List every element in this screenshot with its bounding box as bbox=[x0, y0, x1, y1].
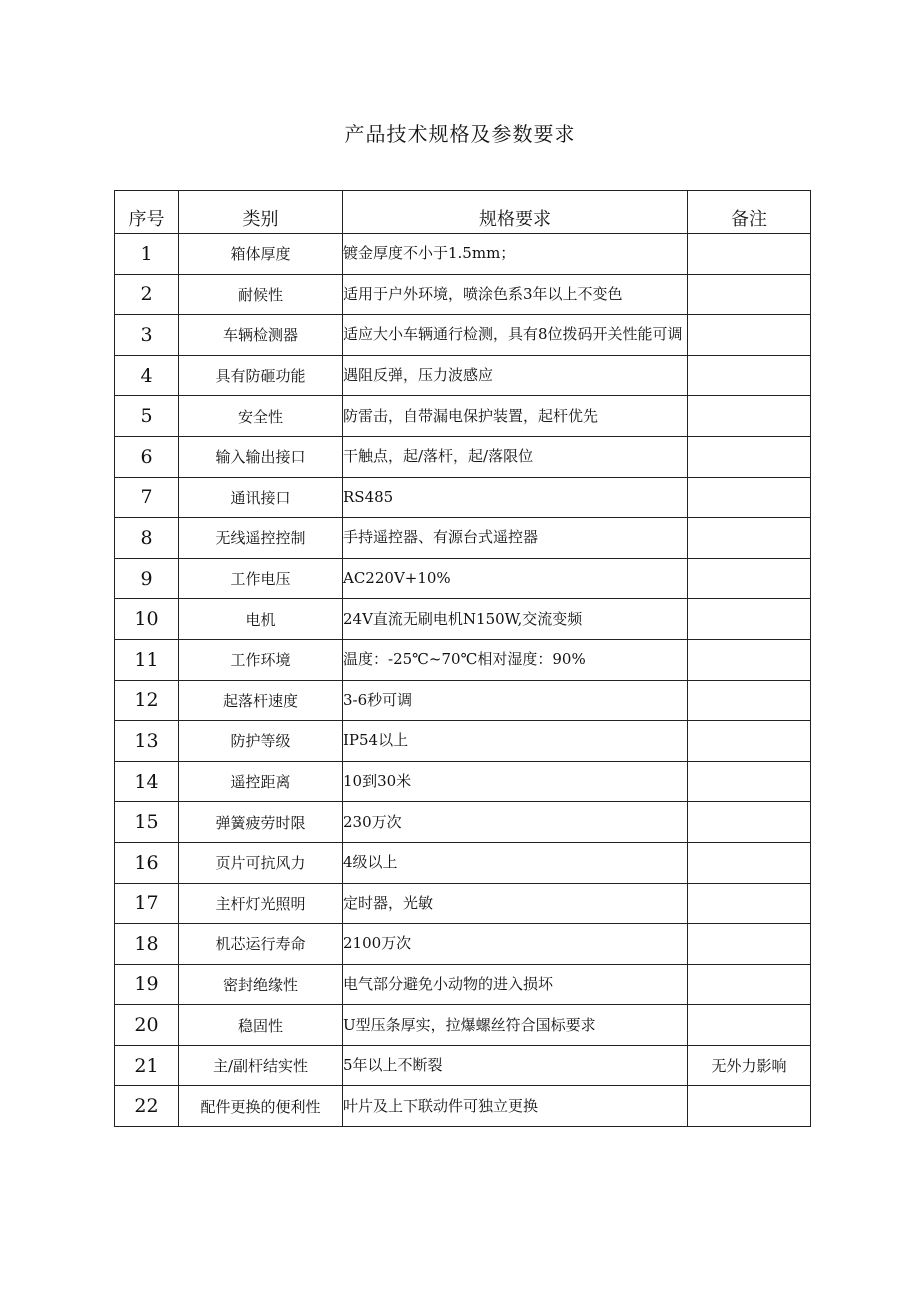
cell-requirement: 适应大小车辆通行检测，具有8位拨码开关性能可调 bbox=[343, 315, 688, 356]
cell-category: 具有防砸功能 bbox=[179, 355, 343, 396]
cell-requirement: 230万次 bbox=[343, 802, 688, 843]
cell-note bbox=[688, 518, 811, 559]
cell-no: 14 bbox=[115, 761, 179, 802]
cell-note bbox=[688, 721, 811, 762]
table-row bbox=[115, 883, 811, 924]
cell-note bbox=[688, 1086, 811, 1127]
cell-note bbox=[688, 639, 811, 680]
cell-no: 20 bbox=[115, 1005, 179, 1046]
cell-no: 6 bbox=[115, 436, 179, 477]
cell-no: 18 bbox=[115, 924, 179, 965]
cell-note bbox=[688, 355, 811, 396]
table-row bbox=[115, 639, 811, 680]
cell-category: 无线遥控控制 bbox=[179, 518, 343, 559]
table-row bbox=[115, 1045, 811, 1086]
cell-no: 15 bbox=[115, 802, 179, 843]
cell-no: 22 bbox=[115, 1086, 179, 1127]
cell-no: 9 bbox=[115, 558, 179, 599]
cell-category: 机芯运行寿命 bbox=[179, 924, 343, 965]
cell-note: 无外力影响 bbox=[688, 1045, 811, 1086]
cell-requirement: 2100万次 bbox=[343, 924, 688, 965]
cell-note bbox=[688, 964, 811, 1005]
table-row bbox=[115, 315, 811, 356]
table-row bbox=[115, 396, 811, 437]
table-row bbox=[115, 680, 811, 721]
cell-no: 19 bbox=[115, 964, 179, 1005]
cell-requirement: IP54以上 bbox=[343, 721, 688, 762]
cell-category: 弹簧疲劳时限 bbox=[179, 802, 343, 843]
cell-requirement: 叶片及上下联动件可独立更换 bbox=[343, 1086, 688, 1127]
cell-requirement: 遇阻反弹，压力波感应 bbox=[343, 355, 688, 396]
cell-category: 箱体厚度 bbox=[179, 234, 343, 275]
cell-no: 12 bbox=[115, 680, 179, 721]
cell-requirement: 镀金厚度不小于1.5mm； bbox=[343, 234, 688, 275]
cell-note bbox=[688, 883, 811, 924]
cell-note bbox=[688, 842, 811, 883]
cell-note bbox=[688, 396, 811, 437]
header-note: 备注 bbox=[688, 191, 811, 234]
table-row bbox=[115, 721, 811, 762]
table-row bbox=[115, 355, 811, 396]
cell-no: 13 bbox=[115, 721, 179, 762]
table-row bbox=[115, 477, 811, 518]
cell-category: 安全性 bbox=[179, 396, 343, 437]
cell-note bbox=[688, 315, 811, 356]
table-row bbox=[115, 802, 811, 843]
cell-no: 2 bbox=[115, 274, 179, 315]
cell-requirement: 10到30米 bbox=[343, 761, 688, 802]
cell-note bbox=[688, 274, 811, 315]
table-body bbox=[115, 234, 811, 1127]
cell-no: 3 bbox=[115, 315, 179, 356]
cell-requirement: U型压条厚实，拉爆螺丝符合国标要求 bbox=[343, 1005, 688, 1046]
cell-no: 17 bbox=[115, 883, 179, 924]
spec-table bbox=[114, 190, 811, 1127]
table-header-row bbox=[115, 191, 811, 234]
cell-requirement: 适用于户外环境，喷涂色系3年以上不变色 bbox=[343, 274, 688, 315]
cell-no: 8 bbox=[115, 518, 179, 559]
table-row bbox=[115, 761, 811, 802]
cell-requirement: 手持遥控器、有源台式遥控器 bbox=[343, 518, 688, 559]
cell-note bbox=[688, 1005, 811, 1046]
cell-no: 10 bbox=[115, 599, 179, 640]
cell-no: 7 bbox=[115, 477, 179, 518]
cell-category: 通讯接口 bbox=[179, 477, 343, 518]
cell-no: 1 bbox=[115, 234, 179, 275]
cell-requirement: 3-6秒可调 bbox=[343, 680, 688, 721]
cell-no: 21 bbox=[115, 1045, 179, 1086]
cell-no: 16 bbox=[115, 842, 179, 883]
cell-category: 主杆灯光照明 bbox=[179, 883, 343, 924]
cell-category: 电机 bbox=[179, 599, 343, 640]
cell-category: 遥控距离 bbox=[179, 761, 343, 802]
cell-category: 密封绝缘性 bbox=[179, 964, 343, 1005]
cell-note bbox=[688, 680, 811, 721]
page-title: 产品技术规格及参数要求 bbox=[344, 122, 576, 146]
cell-requirement: AC220V+10% bbox=[343, 558, 688, 599]
cell-requirement: 定时器，光敏 bbox=[343, 883, 688, 924]
header-category: 类别 bbox=[179, 191, 343, 234]
table-row bbox=[115, 518, 811, 559]
cell-category: 耐候性 bbox=[179, 274, 343, 315]
cell-category: 页片可抗风力 bbox=[179, 842, 343, 883]
table-row bbox=[115, 1005, 811, 1046]
table-row bbox=[115, 558, 811, 599]
cell-requirement: 24V直流无刷电机N150W,交流变频 bbox=[343, 599, 688, 640]
cell-category: 车辆检测器 bbox=[179, 315, 343, 356]
table-row bbox=[115, 234, 811, 275]
table-row bbox=[115, 274, 811, 315]
cell-category: 配件更换的便利性 bbox=[179, 1086, 343, 1127]
cell-requirement: 温度：-25℃~70℃相对湿度：90% bbox=[343, 639, 688, 680]
table-row bbox=[115, 842, 811, 883]
cell-requirement: 5年以上不断裂 bbox=[343, 1045, 688, 1086]
cell-category: 稳固性 bbox=[179, 1005, 343, 1046]
cell-category: 输入输出接口 bbox=[179, 436, 343, 477]
cell-category: 工作环境 bbox=[179, 639, 343, 680]
cell-no: 4 bbox=[115, 355, 179, 396]
cell-category: 工作电压 bbox=[179, 558, 343, 599]
cell-requirement: 电气部分避免小动物的进入损坏 bbox=[343, 964, 688, 1005]
cell-category: 起落杆速度 bbox=[179, 680, 343, 721]
cell-note bbox=[688, 599, 811, 640]
cell-note bbox=[688, 477, 811, 518]
table-row bbox=[115, 436, 811, 477]
table-row bbox=[115, 1086, 811, 1127]
header-requirement: 规格要求 bbox=[343, 191, 688, 234]
cell-no: 5 bbox=[115, 396, 179, 437]
cell-note bbox=[688, 234, 811, 275]
cell-requirement: 防雷击，自带漏电保护装置，起杆优先 bbox=[343, 396, 688, 437]
cell-no: 11 bbox=[115, 639, 179, 680]
table-row bbox=[115, 924, 811, 965]
cell-requirement: 干触点，起/落杆，起/落限位 bbox=[343, 436, 688, 477]
table-row bbox=[115, 964, 811, 1005]
header-no: 序号 bbox=[115, 191, 179, 234]
cell-note bbox=[688, 924, 811, 965]
cell-requirement: RS485 bbox=[343, 477, 688, 518]
cell-note bbox=[688, 558, 811, 599]
cell-category: 主/副杆结实性 bbox=[179, 1045, 343, 1086]
cell-note bbox=[688, 802, 811, 843]
cell-requirement: 4级以上 bbox=[343, 842, 688, 883]
cell-note bbox=[688, 761, 811, 802]
cell-category: 防护等级 bbox=[179, 721, 343, 762]
cell-note bbox=[688, 436, 811, 477]
table-row bbox=[115, 599, 811, 640]
